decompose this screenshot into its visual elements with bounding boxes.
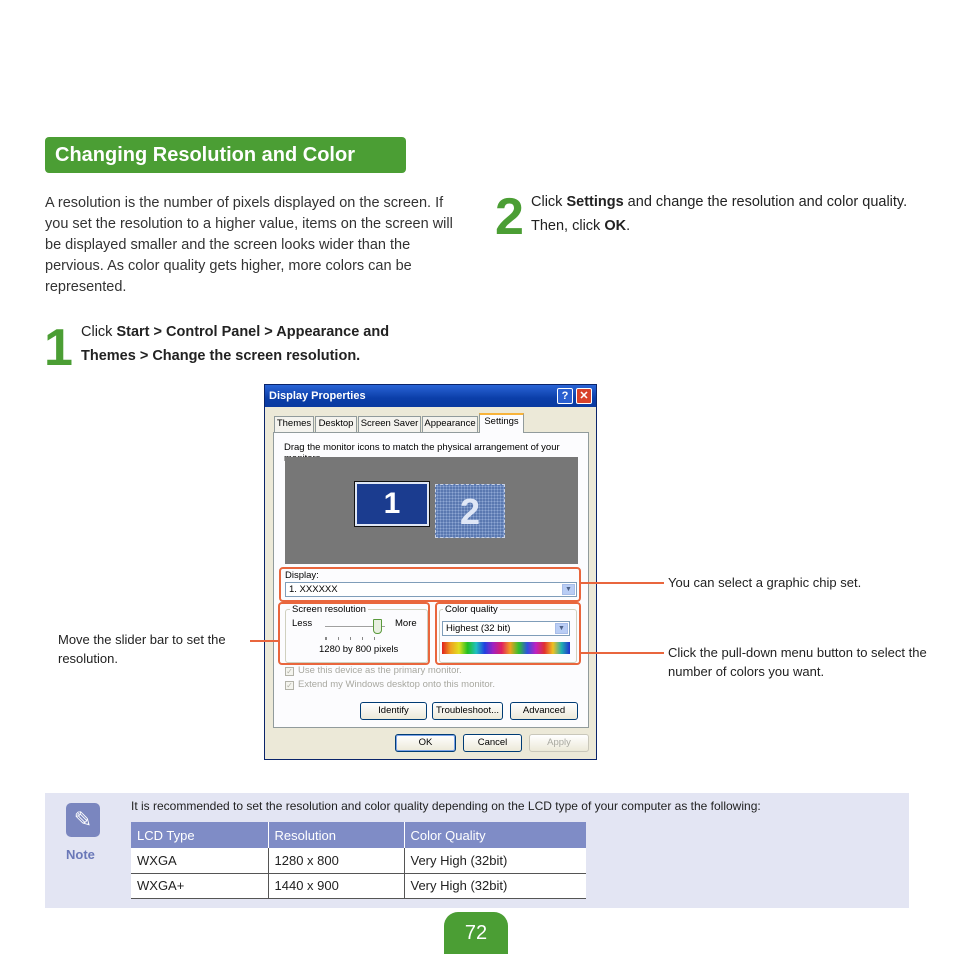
step-2-ok: OK <box>604 218 627 234</box>
advanced-button[interactable]: Advanced <box>510 702 578 720</box>
note-label: Note <box>66 847 95 862</box>
color-quality-label: Color quality <box>445 604 498 615</box>
step-2-prefix: Click <box>531 194 567 210</box>
table-cell: 1440 x 900 <box>268 873 404 898</box>
table-cell: 1280 x 800 <box>268 848 404 873</box>
extend-desktop-checkbox[interactable]: ✓ <box>286 681 293 690</box>
apply-button[interactable]: Apply <box>529 734 589 752</box>
table-cell: WXGA <box>131 848 268 873</box>
monitor-1-icon[interactable]: 1 <box>355 482 429 526</box>
note-text: It is recommended to set the resolution and color quality depending on the LCD type of your computer as the following: <box>131 799 761 813</box>
tab-settings[interactable]: Settings <box>479 413 524 433</box>
step-2-suffix: . <box>626 218 631 234</box>
resolution-highlight <box>278 602 430 665</box>
chevron-down-icon[interactable]: ▼ <box>555 623 568 634</box>
troubleshoot-button[interactable]: Troubleshoot... <box>432 702 503 720</box>
ok-button[interactable]: OK <box>395 734 456 752</box>
table-cell: Very High (32bit) <box>404 873 586 898</box>
step-2-text <box>531 190 911 238</box>
cancel-button[interactable]: Cancel <box>463 734 522 752</box>
step-1-number: 1 <box>44 319 73 377</box>
color-quality-value: Highest (32 bit) <box>446 623 511 634</box>
step-1-prefix: Click <box>81 324 117 340</box>
display-value: 1. XXXXXX <box>289 584 338 595</box>
chipset-callout-line <box>581 582 664 584</box>
table-header-row <box>131 822 586 848</box>
extend-desktop-label: Extend my Windows desktop onto this monitor. <box>298 679 495 690</box>
primary-monitor-label: Use this device as the primary monitor. <box>298 665 462 676</box>
table-header-lcd-type: LCD Type <box>131 822 268 848</box>
table-header-resolution: Resolution <box>268 822 404 848</box>
close-icon[interactable]: ✕ <box>576 388 592 404</box>
resolution-value: 1280 by 800 pixels <box>319 644 399 655</box>
color-quality-highlight <box>435 602 581 665</box>
step-2-settings: Settings <box>566 194 624 210</box>
tab-desktop[interactable]: Desktop <box>315 416 357 432</box>
monitor-preview <box>285 457 578 564</box>
display-highlight <box>279 567 581 602</box>
colors-callout: Click the pull-down menu button to select the number of colors you want. <box>668 645 927 679</box>
instruction-text: Drag the monitor icons to match the physical arrangement of your <box>284 442 560 453</box>
pencil-note-icon: ✎ <box>66 803 100 837</box>
more-label: More <box>395 618 417 629</box>
help-icon[interactable]: ? <box>557 388 573 404</box>
colors-callout-line <box>581 652 664 654</box>
chevron-down-icon[interactable]: ▼ <box>562 584 575 595</box>
resolution-group-label: Screen resolution <box>292 604 366 615</box>
page-number: 72 <box>444 912 508 954</box>
table-cell: WXGA+ <box>131 873 268 898</box>
table-cell: Very High (32bit) <box>404 848 586 873</box>
step-2-number: 2 <box>495 188 524 246</box>
dialog-title: Display Properties <box>265 385 596 407</box>
slider-callout-line <box>250 640 278 642</box>
tab-themes[interactable]: Themes <box>274 416 314 432</box>
step-1-path: Start > Control Panel > Appearance and Themes > Change the screen resolution. <box>81 324 390 364</box>
step-2-middle: and change the resolution and color quality. Then, click <box>531 194 908 234</box>
identify-button[interactable]: Identify <box>360 702 427 720</box>
tab-appearance[interactable]: Appearance <box>422 416 478 432</box>
table-row <box>131 848 586 873</box>
table-header-color-quality: Color Quality <box>404 822 586 848</box>
less-label: Less <box>292 618 313 629</box>
monitor-2-icon[interactable]: 2 <box>435 484 505 538</box>
intro-paragraph: A resolution is the number of pixels displayed on the screen. If you set the resolution to a higher value, items on the screen will be displayed smaller and the screen looks wider than the pervious. As color quality gets higher, more colors can be represented. <box>45 195 453 295</box>
display-label: Display: <box>285 570 319 581</box>
lcd-table <box>131 822 586 899</box>
section-title: Changing Resolution and Color <box>45 137 406 173</box>
table-row <box>131 873 586 898</box>
primary-monitor-checkbox[interactable]: ✓ <box>286 667 293 676</box>
chipset-callout: You can select a graphic chip set. <box>668 575 862 590</box>
step-1-text <box>81 320 441 368</box>
tab-screen-saver[interactable]: Screen Saver <box>358 416 421 432</box>
slider-callout: Move the slider bar to set the resolution. <box>58 632 226 666</box>
